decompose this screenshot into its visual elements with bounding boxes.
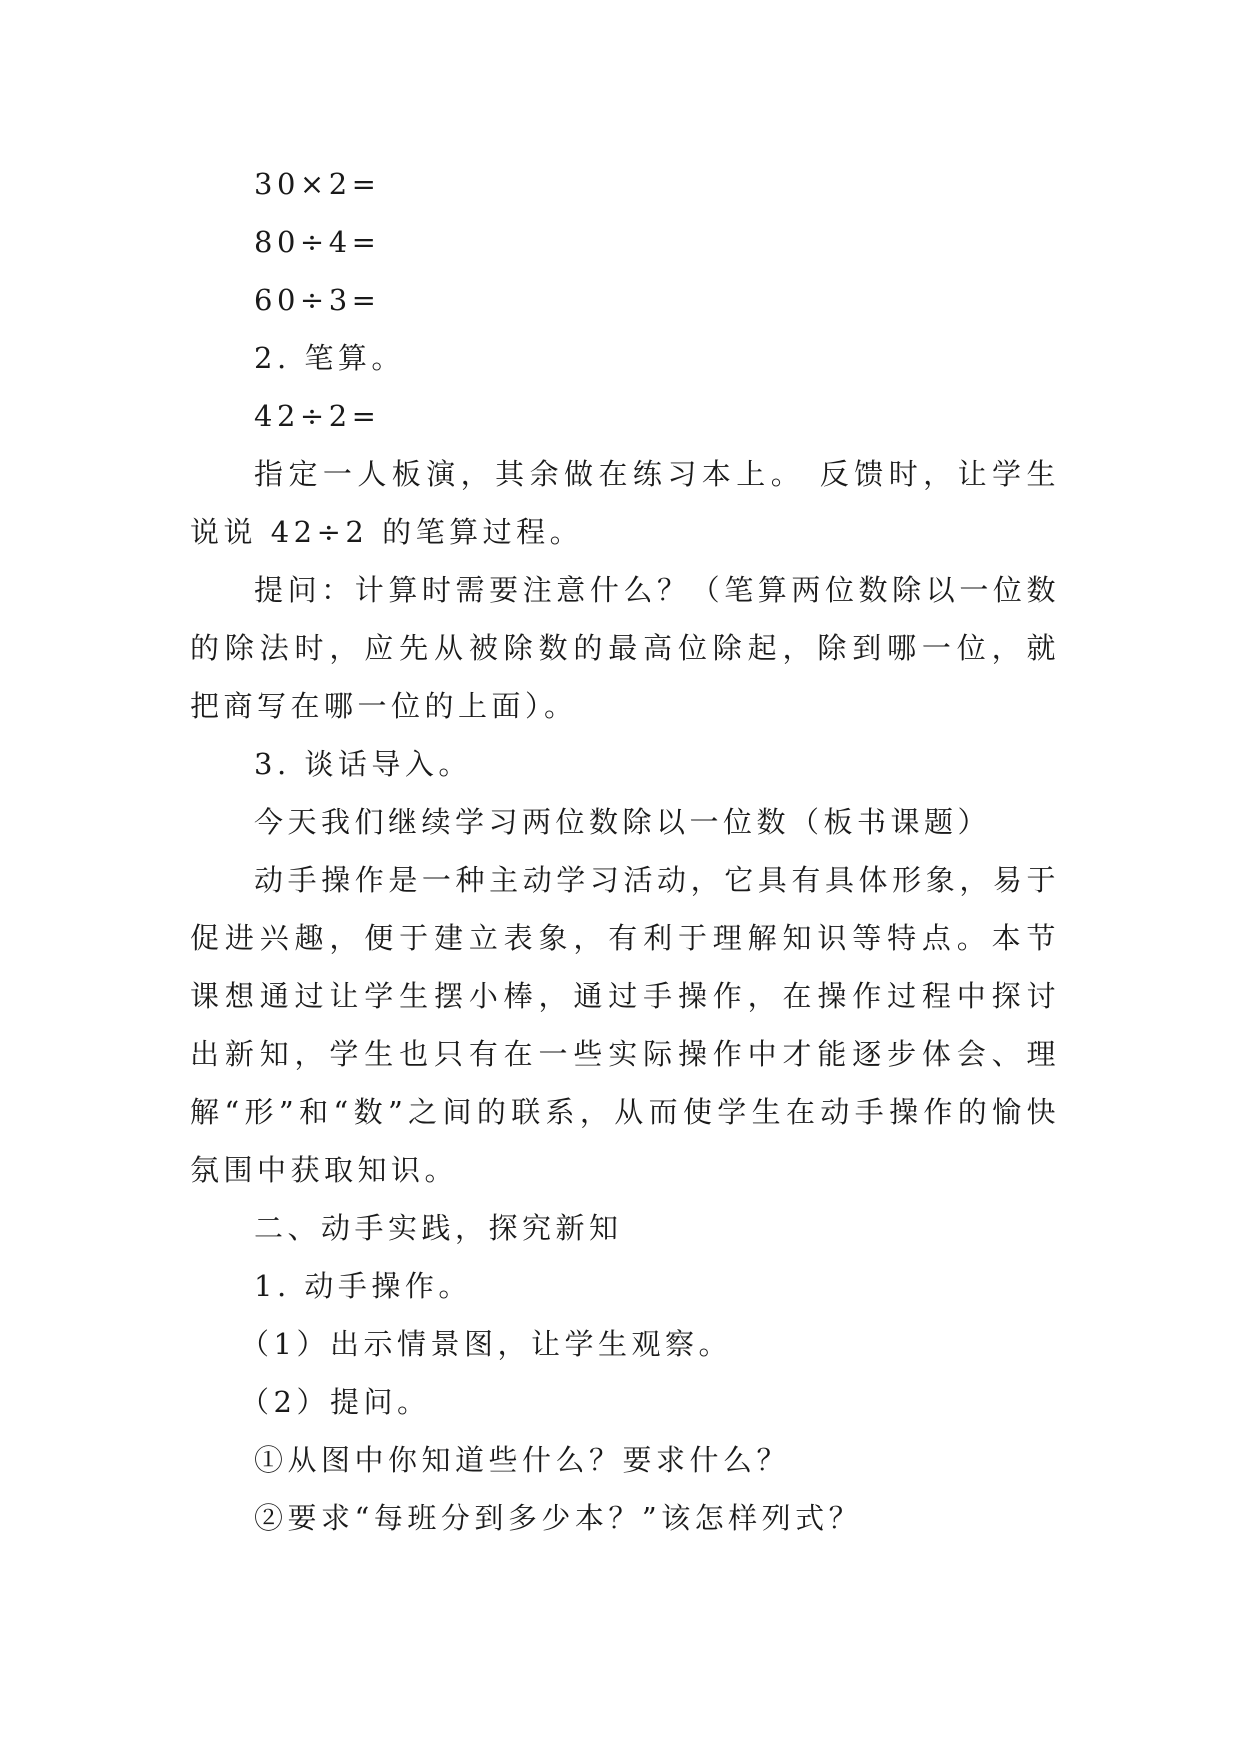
paragraph-question: 提问：计算时需要注意什么？（笔算两位数除以一位数的除法时，应先从被除数的最高位除起，除到哪一位，就把商写在哪一位的上面）。 [190, 573, 1060, 723]
sub-item-1: （1）出示情景图，让学生观察。 [240, 1327, 732, 1361]
question-2: ②要求“每班分到多少本？”该怎样列式？ [254, 1501, 863, 1535]
equation-80div4: 80÷4= [254, 225, 381, 259]
sub-item-2: （2）提问。 [240, 1385, 431, 1419]
equation-60div3: 60÷3= [254, 283, 381, 317]
section-heading-2: 二、动手实践，探究新知 [254, 1211, 623, 1245]
step-1-hands-on: 1. 动手操作。 [254, 1269, 472, 1303]
equation-30x2: 30×2= [254, 167, 381, 201]
step-2-written-calculation: 2. 笔算。 [254, 341, 405, 375]
step-3-introduction: 3. 谈话导入。 [254, 747, 472, 781]
document-body [190, 155, 1060, 1547]
paragraph-hands-on: 动手操作是一种主动学习活动，它具有具体形象，易于促进兴趣，便于建立表象，有利于理解知识等特点。本节课想通过让学生摆小棒，通过手操作，在操作过程中探讨出新知，学生也只有在一些实际操作中才能逐步体会、理解“形”和“数”之间的联系，从而使学生在动手操作的愉快氛围中获取知识。 [190, 863, 1060, 1187]
lesson-intro: 今天我们继续学习两位数除以一位数（板书课题） [254, 805, 992, 839]
question-1: ①从图中你知道些什么？要求什么？ [254, 1443, 791, 1477]
paragraph-board-demo: 指定一人板演，其余做在练习本上。 反馈时，让学生说说 42÷2 的笔算过程。 [190, 457, 1060, 549]
equation-42div2: 42÷2= [254, 399, 381, 433]
